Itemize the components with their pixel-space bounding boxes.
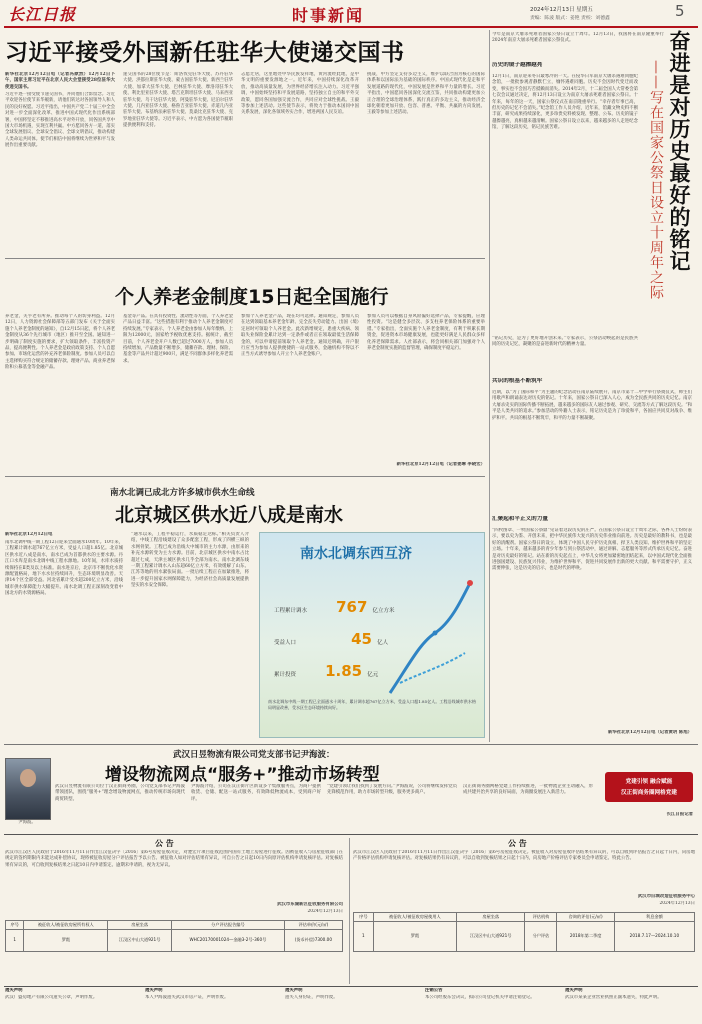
footer-block-text: 武汉市某某企业营业执照正副本遗失，特此声明。 xyxy=(565,995,662,1000)
water-story xyxy=(5,480,485,742)
col-header: 评估机构 xyxy=(525,913,557,922)
infographic-unit-2: 亿人 xyxy=(377,640,389,646)
infographic-title: 南水北调东西互济 xyxy=(300,546,412,562)
divider-notices-middle xyxy=(349,838,350,984)
commentary-headline-text: 奋进是对历史最好的铭记 xyxy=(667,30,691,272)
page-number: 5 xyxy=(675,2,685,20)
notice-left-body: 武汉市江汉区人民政府于2016年11月11日作出江汉征决字〔2016〕第6号房屋征收决定，对楚宏片项目征收范围内国有土地上房屋进行征收。因被征收人与房屋征收部门在规定的签约期限内未能达成补偿协议，现将被征收房屋分户评估报告予以公告。被征收人如对评估结果有异议，可自公告之日起10日内向原评估机构申请复核评估。对复核结果有异议的，可自收到复核结果之日起10日内申请鉴定。逾期未申请的，视为无异议。 xyxy=(5,850,343,868)
footer-block-2 xyxy=(145,988,277,1022)
infographic-label-2: 受益人口 xyxy=(274,640,297,646)
divider-interview xyxy=(4,744,698,745)
footer-classifieds xyxy=(5,988,697,1022)
footer-block-5 xyxy=(565,988,697,1022)
notice-right xyxy=(353,838,697,984)
lead-body-col2: 递交国书的28位使节是：斯洛伐克驻华大使、苏丹驻华大使、洪都拉斯驻华大使、蒙古国驻华大使、新西兰驻华大使、加拿大驻华大使、巴林驻华大使、摩洛哥驻华大使、利比里亚驻华大使、塔吉克斯坦驻华大使、马来西亚驻华大使、乌干达驻华大使、阿曼驻华大使、尼泊尔驻华大使、几内亚驻华大使、格鲁吉亚驻华大使、赤道几内亚驻华大使、布基纳法索驻华大使、莫桑比克驻华大使、克罗地亚驻华大使等。习近平表示，中方愿为各国使节履职提供便利和支持。 xyxy=(123,72,233,129)
interview-photo xyxy=(5,758,51,820)
lead-body-col4: 挑战，中方坚定支持多边主义，维护以联合国为核心的国际体系和以国际法为基础的国际秩序。中国式现代化是走和平发展道路的现代化，中国发展是世界和平力量的增长。习近平指出，中国愿同各国深化交流互鉴，共同推动构建更加公正合理的全球治理体系，践行真正的多边主义，推动经济全球化朝着更加开放、包容、普惠、平衡、共赢的方向发展。王毅等参加上述活动。 xyxy=(367,72,485,116)
notice-right-body: 武汉市江汉区人民政府于2016年11月11日作出江汉征决字〔2016〕第6号房屋征收决定。被征收人对房屋征收评估结果有异议的，可以自收到评估报告之日起十日内，向房地产价格评估机构申请复核评估。对复核结果仍有异议的，可以自收到复核结果之日起十日内，向房地产价格评估专家委员会申请鉴定。特此公告。 xyxy=(353,850,695,862)
commentary-body-4: “四枚图章、一枚国家公祭鼎”见证着这段历史的庄严。在国家公祭日设立十周年之际，各界人士纷纷表示，要以史为鉴、开创未来，把中华民族伟大复兴的历史伟业推向前进。历史是最好的教科书，也是最好的清醒剂。国家公祭日的设立，体现了中国人民守护历史真相、捍卫人类良知、维护世界和平的坚定立场。十年来，越来越多的青少年参与到公祭活动中，通过讲解、志愿服务等形式传承历史记忆。奋进是对历史最好的铭记。站在新的历史起点上，中华儿女将更加紧密地团结起来，以中国式现代化全面推进强国建设、民族复兴伟业，为维护世界和平、促进共同发展作出新的更大贡献。和平需要守护，正义需要伸张，这是历史的启示，也是时代的呼唤。 xyxy=(492,528,692,572)
table-cell: 罗霞 xyxy=(373,921,456,951)
commentary xyxy=(492,30,698,742)
divider-right-column xyxy=(489,30,490,742)
notice-right-issuer xyxy=(503,894,695,908)
pension-body-col4: 参加人员可以根据自身风险偏好选择产品，专家提醒，应理性投资。“这是健全多层次、多支柱养老保险体系的重要举措。”专家指出，全面实施个人养老金制度，有利于积累长期资金，促进资本市场健康发展，也能更好满足人民群众多样化养老保障需求。人社部表示，将会同相关部门加强对个人养老金制度实施的监督管理，确保制度平稳运行。 xyxy=(367,314,485,352)
commentary-headline xyxy=(668,30,694,290)
badge-line-1: 党建引领 融合赋能 xyxy=(625,779,673,785)
infographic-note: 南水北调东中线一期工程已全面通水十周年，累计调水超767亿立方米，受益人口超1.85亿人。工程沿线城市供水格局明显改善，受水区生态环境持续向好。 xyxy=(268,699,476,710)
pension-headline: 个人养老金制度15日起全国施行 xyxy=(115,286,389,308)
table-cell: 2018.7.17—2024.10.10 xyxy=(614,921,694,951)
footer-block-3 xyxy=(285,988,417,1022)
notice-right-issuer-name: 武汉市旧城改造征收服务中心 xyxy=(637,894,695,899)
footer-block-text: 武汉广盛房地产有限公司遗失公章，声明作废。 xyxy=(5,995,98,1000)
infographic-value-3: 1.85 xyxy=(325,662,363,680)
commentary-intro: 今年是南京大屠杀死难者国家公祭日设立十周年。12月13日，我国将在南京隆重举行2024年南京大屠杀死难者国家公祭仪式。 xyxy=(492,32,664,44)
notice-left xyxy=(5,838,345,984)
pension-byline: 新华社北京12月12日电（记者姜琳 李晓宏） xyxy=(396,462,485,467)
col-header: 序号 xyxy=(6,921,24,930)
notice-right-date: 2024年12月13日 xyxy=(659,901,695,906)
col-header: 序号 xyxy=(354,913,374,922)
water-kicker: 南水北调已成北方许多城市供水生命线 xyxy=(110,488,255,498)
commentary-section-3: 汇聚起和平正义的力量 xyxy=(492,516,548,522)
water-headline: 北京城区供水近八成是南水 xyxy=(115,504,344,526)
lead-body-col1: 习近平逐一接受使节递交国书，并同他们合影留念。习近平欢迎各位使节来华履新，请他们转达对各国领导人和人民的良好祝愿。习近平指出，中国共产党二十届三中全会对进一步全面深化改革、推进中国式现代化作出系统部署，中国将坚定不移推进高水平对外开放，同各国共享中国大市场机遇，实现互利共赢。中方愿同各方一道，落实全球发展倡议、全球安全倡议、全球文明倡议，推动构建人类命运共同体。使节们相信中国将继续为世界和平与发展作出重要贡献。 xyxy=(5,92,115,149)
commentary-section-2: 共识的根基不断筑牢 xyxy=(492,378,543,384)
interview-photo-face xyxy=(20,769,36,787)
commentary-byline: 新华社北京12月12日电（记者黄玥 陈旭） xyxy=(607,730,692,735)
infographic-value-1: 767 xyxy=(336,598,368,616)
table-cell: 2018年第二季度 xyxy=(557,921,614,951)
water-body-col1: 南水北调中线一期工程12日迎来全面通水10周年。10年来，工程累计调水超767亿立方米，受益人口超1.85亿。北京城区供水近八成是南水，南水已成为首都供水的主要水源。丹江口水库是南水北调中线工程水源地。10年间，水库水质持续保持在Ⅱ类及以上标准。南水进京后，北京市不断优化水资源配置格局，地下水水位持续回升，生态环境明显改善。天津14个区全部受益。河北省累计受水超200亿立方米，沿线城市供水保障能力大幅提升。南水北调工程正深刻改变着中国北方的水资源格局。 xyxy=(5,540,123,597)
pension-body-col3: 参加个人养老金产品，现在均可选择。通知规定，参加人员在达到领取基本养老金年龄、完全丧失劳动能力、出国（境）定居时可领取个人养老金。此次新增规定，患重大疾病、领取失业保险金累计达到一定条件或者正在领取最低生活保障金的，可以申请提前领取个人养老金。通知还明确，开户银行应当为参加人提供便捷的一站式服务，金融机构不得以不正当方式诱导参加人开立个人养老金账户。 xyxy=(241,314,359,358)
infographic-label-3: 累计投资 xyxy=(274,672,297,678)
footer-block-title: 遗失声明 xyxy=(285,988,303,993)
divider-notices xyxy=(4,834,698,835)
interview-kicker: 武汉日昱物流有限公司党支部书记尹海波： xyxy=(173,750,335,760)
interview-body-col3: “党建引领让我们找到了发展方向。”尹海波说，公司将继续发挥党员先锋模范作用，助力市场转型升级，服务更多商户。 xyxy=(327,784,457,796)
pension-body-col1: 养老金，关乎老有所养。推动每个人的切身利益。12月12日，人力资源社会保障部等五部门发布《关于全面实施个人养老金制度的通知》，自12月15日起，将个人养老金制度从36个先行城市（地区）推开至全国。通知进一步明确了制度实施的要求，扩大领取条件，丰富投资产品，提高便利性。个人养老金是政府政策支持、个人自愿参加、市场化运营的补充养老保险制度。参加人员可以自主选择购买符合规定的储蓄存款、理财产品、商业养老保险和公募基金等金融产品。 xyxy=(5,314,115,371)
interview-byline: 长江日报记者 xyxy=(666,812,693,817)
footer-block-text: 本人尹海波遗失武汉市房产证，声明作废。 xyxy=(145,995,229,1000)
interview-badge xyxy=(605,772,693,802)
divider-lead xyxy=(5,258,485,259)
divider-pension xyxy=(5,476,485,477)
masthead-rule xyxy=(4,26,698,28)
notice-right-title: 公 告 xyxy=(508,839,527,848)
water-infographic xyxy=(259,532,485,738)
table-cell: WHC20170001024—金融3-2号-360号 xyxy=(172,929,285,951)
water-body-col2: “通水以来，工程平稳运行，水质稳定达标。”相关负责人介绍，中线工程沿线建设了众多配套工程，形成了四横三纵的水网骨架。工程已成为沿线大中城市的主力水源，由原来的补充水源转变为主力水源。目前，北京城区供水中南水占比超过七成，天津主城区供水几乎全部为南水。南水北调东线一期工程累计调水入山东超60亿立方米，有效缓解了山东、江苏等地的用水紧张局面。一批后续工程正在加紧推进，将进一步提升国家水网保障能力，为经济社会高质量发展提供坚实的水安全保障。 xyxy=(131,532,249,589)
table-cell: 江汉区中山大道921号 xyxy=(457,921,525,951)
col-header: 咨询的评估(元/㎡) xyxy=(557,913,614,922)
notice-left-issuer xyxy=(155,902,343,916)
table-cell: 1 xyxy=(6,929,24,951)
date-line: 2024年12月13日 星期五 xyxy=(530,7,593,13)
commentary-subtitle: ——写在国家公祭日设立十周年之际 xyxy=(648,60,664,300)
table-cell: 分户评估 xyxy=(525,921,557,951)
lead-body-col3: 志愿迁居，这里地处中华民族发祥地，黄河流经此地，是中华文明的重要发源地之一。近年来，中国持续深化改革开放，推动高质量发展，为世界经济增长注入动力。习近平强调，中国始终坚持和平发展道路，坚持独立自主的和平外交政策，愿同各国加强交流合作，共同应对全球性挑战。王毅等参加上述活动。这些使节表示，将致力于推动本国同中国关系发展，深化各领域务实合作，增进两国人民友谊。 xyxy=(241,72,359,116)
interview-story xyxy=(5,746,697,832)
col-header: 分户评估报告编号 xyxy=(172,921,285,930)
commentary-body-2: “铭记历史，是为了更好地开创未来。”专家表示，公祭活动唤起的是民族共同的历史记忆，凝聚的是奋进新时代的精神力量。 xyxy=(492,336,638,348)
col-header: 被征收人/被征收房屋所有权人 xyxy=(24,921,108,930)
infographic-unit-1: 亿立方米 xyxy=(372,608,395,614)
table-cell: 罗霞 xyxy=(24,929,108,951)
badge-line-2: 汉正街商务圈网格党建 xyxy=(621,790,677,796)
section-name: 时事新闻 xyxy=(292,6,365,25)
lead-story xyxy=(5,30,485,258)
notice-right-table xyxy=(353,912,695,952)
footer-block-title: 遗失声明 xyxy=(145,988,163,993)
col-header: 利息金额 xyxy=(614,913,694,922)
pension-body-col2: 基金等产品。在具有投资性、流动性等方面，个人养老金产品日益丰富。“这些措施有利于推动个人养老金制度可持续发展。”专家表示，个人养老金由参加人每年缴纳，上限为12000元，国家给予税收优惠支持。据统计，截至目前，个人养老金开户人数已超过7000万人，参加人员持续增加，产品数量不断增多，储蓄存款、理财、保险、基金等产品共计超过900只，满足不同群体多样化养老需求。 xyxy=(123,314,233,364)
col-header: 房屋坐落 xyxy=(108,921,172,930)
col-header: 被征收人/被征收房屋使用人 xyxy=(373,913,456,922)
interview-headline: 增设物流网点“服务+”推动市场转型 xyxy=(105,765,380,785)
divider-footer xyxy=(4,986,698,987)
footer-block-text: 遗失人身份证，声明作废。 xyxy=(285,995,338,1000)
col-header: 评估单价(元/㎡) xyxy=(284,921,342,930)
commentary-section-1: 历史的镜子越擦越亮 xyxy=(492,62,543,68)
table-cell: (货币补偿)7300.00 xyxy=(284,929,342,951)
infographic-value-2: 45 xyxy=(351,630,372,648)
masthead xyxy=(0,0,702,26)
notice-left-table-header xyxy=(6,921,343,930)
interview-body-col4: 汉正街商务圈网格党建工作持续推进，一批物流企业主动融入，形成共建共治共享的良好局面，为商圈发展注入新活力。 xyxy=(463,784,593,796)
infographic-unit-3: 亿元 xyxy=(367,672,379,678)
footer-block-title: 遗失声明 xyxy=(565,988,583,993)
water-byline: 新华社北京12月12日电 xyxy=(5,532,53,537)
interview-body-col1: 武汉日昱物流有限公司位于汉正街商务圈，公司党支部书记尹海波带领团队，围绕“服务+”理念增设物流网点，推动传统市场向现代商贸转型。 xyxy=(55,784,185,802)
table-row xyxy=(354,921,695,951)
notice-right-table-header xyxy=(354,913,695,922)
notice-left-table xyxy=(5,920,343,952)
notice-left-title: 公 告 xyxy=(155,839,174,848)
interview-caption: 尹海波。 xyxy=(18,820,36,825)
interview-body-col2: 尹海波介绍，公司在汉正街片区新设多个集散服务点，为商户提供收货、仓储、配送一站式服务，有效降低物流成本，受到商户好评。 xyxy=(191,784,321,802)
lead-headline: 习近平接受外国新任驻华大使递交国书 xyxy=(5,40,405,66)
notice-left-issuer-name: 武汉市东湖新区征收服务有限公司 xyxy=(277,902,343,907)
lead-byline: 新华社北京12月12日电（记者冯歆然）12月12日下午，国家主席习近平在北京人民大会堂接受28位驻华大使递交国书。 xyxy=(5,72,115,90)
footer-block-title: 遗失声明 xyxy=(5,988,23,993)
footer-block-1 xyxy=(5,988,137,1022)
commentary-body-3: 近期，以“为了国际和平”为主题的纪念活动在南京陆续展开，南京市第十二中学举行祭奠仪式，师生们用歌声和朗诵表达对历史的铭记。十年来，国家公祭日已深入人心，成为全民族共同的历史记忆。南京大屠杀史实的国际传播不断拓展，越来越多的国际友人通过参观、研究、交流等方式了解这段历史。“和平是人类共同的追求。”参加活动的外籍人士表示，铭记历史是为了珍爱和平，各国应共同反对战争、维护和平。共识的根基不断筑牢，和平的力量不断凝聚。 xyxy=(492,390,692,421)
infographic-map xyxy=(380,573,480,703)
table-row xyxy=(6,929,343,951)
editors-line: 责编：陈波 版式：姜艳 责校：刘德鑫 xyxy=(530,16,610,21)
footer-block-text: 本公司经股东会决议，拟向公司登记机关申请注销登记。 xyxy=(425,995,535,1000)
table-cell: 江汉区中山大道921号 xyxy=(108,929,172,951)
infographic-label-1: 工程累计调水 xyxy=(274,608,308,614)
notice-left-date: 2024年12月13日 xyxy=(307,909,343,914)
pension-story xyxy=(5,262,485,474)
footer-block-4 xyxy=(425,988,557,1022)
table-cell: 1 xyxy=(354,921,374,951)
commentary-body-1: 12月1日，南京迎来冬日最寒冷的一天。在侵华日军南京大屠杀遇难同胞纪念馆，一批批参观者静默伫立，缅怀遇难同胞。历史不会因时代变迁而改变，事实也不会因巧舌抵赖而消失。2014年2月，十二届全国人大常委会第七次会议通过决定，将12月13日设立为南京大屠杀死难者国家公祭日。十年来，每年的这一天，国家公祭仪式在南京隆重举行。“幸存者年事已高，但历史的记忆不会消失。”纪念馆工作人员介绍，近年来，馆藏文物史料不断丰富，研究成果持续深化，更多珍贵史料被发现、整理、公布。历史的镜子越擦越亮，真相越来越清晰。国家公祭日设立以来，越来越多的人走进纪念馆，了解这段历史，铭记民族苦难。 xyxy=(492,74,638,131)
footer-block-title: 注销公告 xyxy=(425,988,443,993)
paper-name: 长江日报 xyxy=(8,5,77,24)
col-header: 房屋坐落 xyxy=(457,913,525,922)
